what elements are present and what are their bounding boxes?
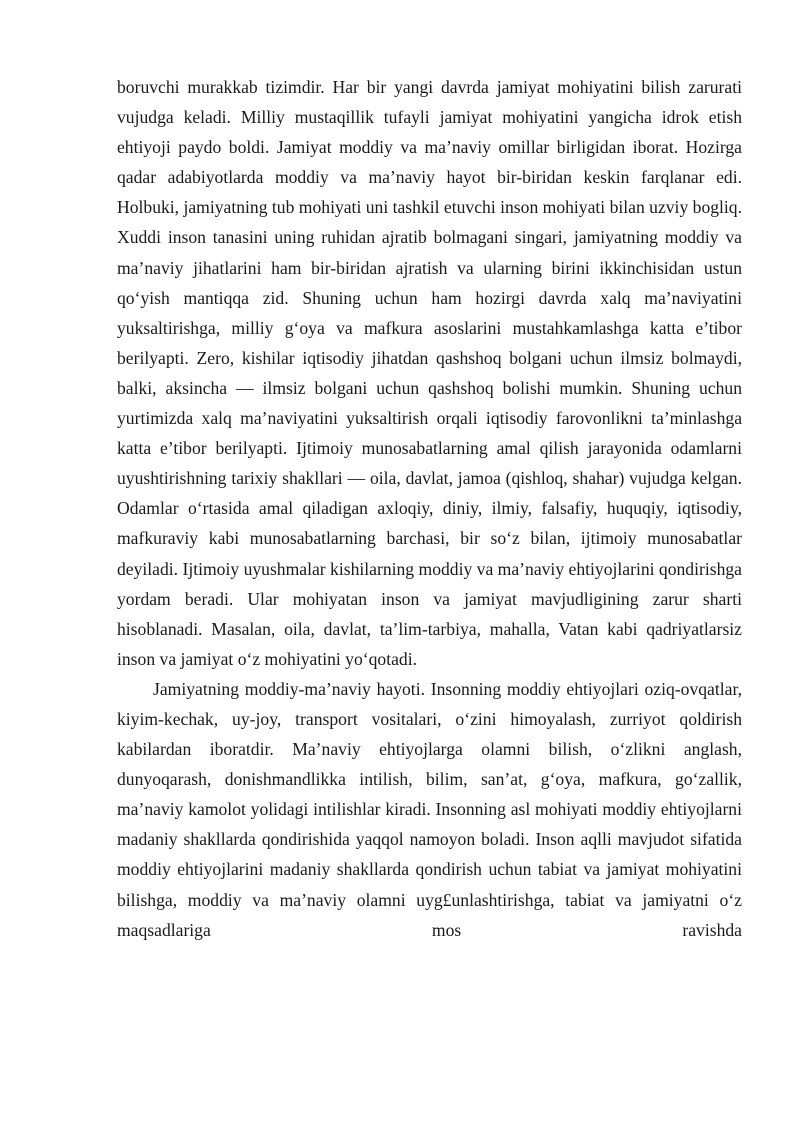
paragraph-material-spiritual-life: Jamiyatning moddiy-ma’naviy hayoti. Insonning moddiy ehtiyojlari oziq-ovqatlar, kiyim-kechak, uy-joy, transport vositalari, o‘zini himoyalash, zurriyot qoldirish kabilardan iboratdir. Ma’naviy ehtiyojlarga olamni bilish, o‘zlikni anglash, dunyoqarash, donishmandlikka intilish, bilim, san’at, g‘oya, mafkura, go‘zallik, ma’naviy kamolot yolidagi intilishlar kiradi. Insonning asl mohiyati moddiy ehtiyojlarni madaniy shakllarda qondirishida yaqqol namoyon boladi. Inson aqlli mavjudot sifatida moddiy ehtiyojlarini madaniy shakllarda qondirish uchun tabiat va jamiyat mohiyatini bilishga, moddiy va ma’naviy olamni uyg£unlashtirishga, tabiat va jamiyatni o‘z maqsadlariga mos ravishda [117, 678, 742, 940]
paragraph-society-material-spiritual: boruvchi murakkab tizimdir. Har bir yangi davrda jamiyat mohiyatini bilish zarurati vujudga keladi. Milliy mustaqillik tufayli jamiyat mohiyatini yangicha idrok etish ehtiyoji paydo boldi. Jamiyat moddiy va ma’naviy omillar birligidan iborat. Hozirga qadar adabiyotlarda moddiy va ma’naviy hayot bir-biridan keskin farqlanar edi. Holbuki, jamiyatning tub mohiyati uni tashkil etuvchi inson mohiyati bilan uzviy bogliq. Xuddi inson tanasini uning ruhidan ajratib bolmagani singari, jamiyatning moddiy va ma’naviy jihatlarini ham bir-biridan ajratish va ularning birini ikkinchisidan ustun qo‘yish mantiqqa zid. Shuning uchun ham hozirgi davrda xalq ma’naviyatini yuksaltirishga, milliy g‘oya va mafkura asoslarini mustahkamlashga katta e’tibor berilyapti. Zero, kishilar iqtisodiy jihatdan qashshoq bolgani uchun ilmsiz bolmaydi, balki, aksincha — ilmsiz bolgani uchun qashshoq bolishi mumkin. Shuning uchun yurtimizda xalq ma’naviyatini yuksaltirish orqali iqtisodiy farovonlikni ta’minlashga katta e’tibor berilyapti. Ijtimoiy munosabatlarning amal qilish jarayonida odamlarni uyushtirishning tarixiy shakllari — oila, davlat, jamoa (qishloq, shahar) vujudga kelgan. Odamlar o‘rtasida amal qiladigan axloqiy, diniy, ilmiy, falsafiy, huquqiy, iqtisodiy, mafkuraviy kabi munosabatlarning barchasi, bir so‘z bilan, ijtimoiy munosabatlar deyiladi. Ijtimoiy uyushmalar kishilarning moddiy va ma’naviy ehtiyojlarini qondirishga yordam beradi. Ular mohiyatan inson va jamiyat mavjudligining zarur sharti hisoblanadi. Masalan, oila, davlat, ta’lim-tarbiya, mahalla, Vatan kabi qadriyatlarsiz inson va jamiyat o‘z mohiyatini yo‘qotadi. [117, 77, 743, 669]
document-page [117, 72, 742, 945]
